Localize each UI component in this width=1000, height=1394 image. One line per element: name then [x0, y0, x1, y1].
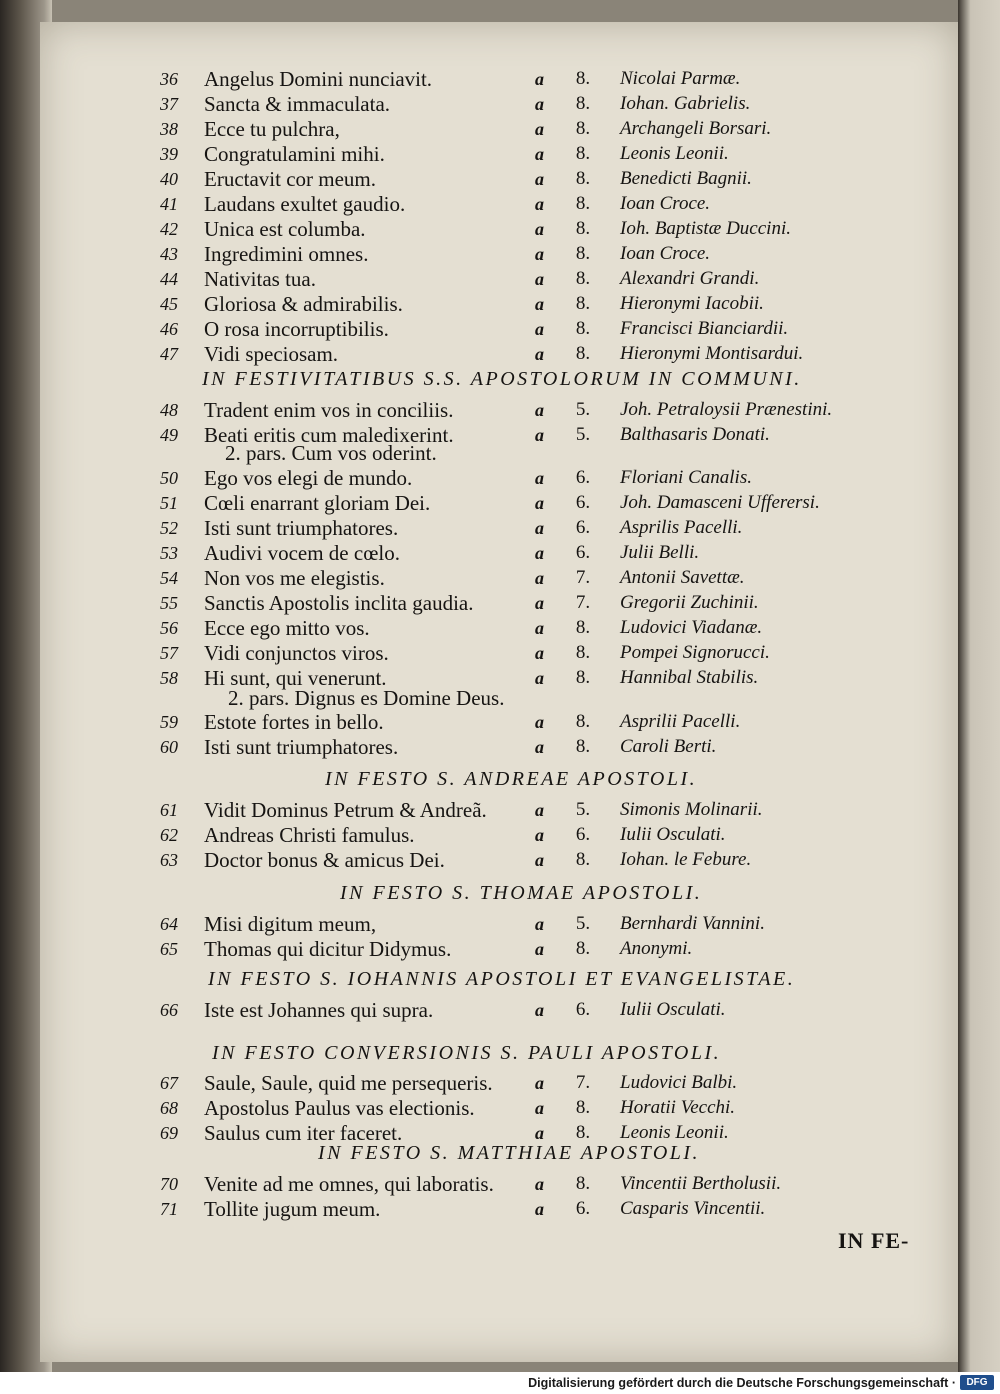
- list-item: [160, 191, 900, 217]
- entry-title: Saulus cum iter faceret.: [204, 1121, 403, 1145]
- entry-title: Unica est columba.: [204, 217, 366, 241]
- entry-voices: a: [535, 668, 544, 688]
- entry-number: 61: [160, 800, 178, 820]
- entry-parts: 8.: [575, 667, 591, 688]
- section-heading-apostolorum: IN FESTIVITATIBUS S.S. APOSTOLORUM IN COMMUNI.: [202, 368, 802, 390]
- entry-parts: 6.: [575, 1198, 591, 1219]
- entry-composer: Joh. Damasceni Ufferersi.: [620, 492, 820, 513]
- entry-parts: 8.: [575, 318, 591, 339]
- facing-page-edge: [958, 0, 1000, 1394]
- entry-composer: Iulii Osculati.: [620, 824, 726, 845]
- entry-title: Congratulamini mihi.: [204, 142, 385, 166]
- entry-title: Beati eritis cum maledixerint.: [204, 423, 454, 447]
- list-item: [160, 166, 900, 192]
- entry-parts: 8.: [575, 736, 591, 757]
- list-item: [160, 822, 900, 848]
- list-item: [160, 590, 900, 616]
- entry-composer: Caroli Berti.: [620, 736, 717, 757]
- entry-number: 69: [160, 1123, 178, 1143]
- entry-parts: 6.: [575, 492, 591, 513]
- entry-parts: 8.: [575, 93, 591, 114]
- entry-number: 66: [160, 1000, 178, 1020]
- entry-composer: Antonii Savettæ.: [620, 567, 745, 588]
- entry-voices: a: [535, 1073, 544, 1093]
- entry-composer: Ludovici Viadanæ.: [620, 617, 763, 638]
- entry-number: 48: [160, 400, 178, 420]
- list-item: [160, 1196, 900, 1222]
- entry-parts: 8.: [575, 1097, 591, 1118]
- entry-parts: 5.: [575, 424, 591, 445]
- entry-title: Hi sunt, qui venerunt.: [204, 666, 387, 690]
- entry-parts: 6.: [575, 999, 591, 1020]
- entry-composer: Archangeli Borsari.: [620, 118, 772, 139]
- list-item: [160, 341, 900, 367]
- list-item: [160, 1070, 900, 1096]
- entry-composer: Asprilis Pacelli.: [620, 517, 743, 538]
- entry-title: Isti sunt triumphatores.: [204, 516, 399, 540]
- entry-parts: 6.: [575, 542, 591, 563]
- entry-title: Non vos me elegistis.: [204, 566, 385, 590]
- entry-parts: 8.: [575, 168, 591, 189]
- list-item: [160, 911, 900, 937]
- entry-composer: Leonis Leonii.: [620, 1122, 729, 1143]
- entry-parts: 8.: [575, 218, 591, 239]
- entry-number: 44: [160, 269, 178, 289]
- entry-voices: a: [535, 825, 544, 845]
- entry-title: Ego vos elegi de mundo.: [204, 466, 413, 490]
- entry-number: 59: [160, 712, 178, 732]
- list-item: [160, 734, 900, 760]
- entry-title: Gloriosa & admirabilis.: [204, 292, 403, 316]
- entry-title: Doctor bonus & amicus Dei.: [204, 848, 445, 872]
- entry-title: O rosa incorruptibilis.: [204, 317, 389, 341]
- entry-parts: 5.: [575, 799, 591, 820]
- entry-voices: a: [535, 493, 544, 513]
- entry-voices: a: [535, 244, 544, 264]
- entry-composer: Anonymi.: [620, 938, 693, 959]
- entry-composer: Ioh. Baptistæ Duccini.: [620, 218, 791, 239]
- entry-title: Thomas qui dicitur Didymus.: [204, 937, 452, 961]
- entry-number: 68: [160, 1098, 178, 1118]
- entry-voices: a: [535, 69, 544, 89]
- footer-bar: [0, 1372, 1000, 1394]
- entry-number: 42: [160, 219, 178, 239]
- entry-number: 57: [160, 643, 178, 663]
- entry-number: 50: [160, 468, 178, 488]
- entry-voices: a: [535, 543, 544, 563]
- entry-title: Sanctis Apostolis inclita gaudia.: [204, 591, 474, 615]
- entry-parts: 8.: [575, 1122, 591, 1143]
- entry-parts: 8.: [575, 642, 591, 663]
- list-item: [160, 465, 900, 491]
- entry-parts: 7.: [575, 1072, 591, 1093]
- entry-number: 67: [160, 1073, 178, 1093]
- list-item: [160, 91, 900, 117]
- entry-number: 60: [160, 737, 178, 757]
- entry-voices: a: [535, 800, 544, 820]
- entry-composer: Iohan. Gabrielis.: [620, 93, 751, 114]
- entry-composer: Simonis Molinarii.: [620, 799, 763, 820]
- entry-title: Estote fortes in bello.: [204, 710, 384, 734]
- entry-title: Iste est Johannes qui supra.: [204, 998, 434, 1022]
- entry-title: Venite ad me omnes, qui laboratis.: [204, 1172, 494, 1196]
- entry-composer: Joh. Petraloysii Prænestini.: [620, 399, 833, 420]
- entry-voices: a: [535, 1174, 544, 1194]
- entry-number: 51: [160, 493, 178, 513]
- entry-title: Ecce tu pulchra,: [204, 117, 340, 141]
- entry-voices: a: [535, 712, 544, 732]
- entry-number: 63: [160, 850, 178, 870]
- list-item: [160, 266, 900, 292]
- entry-voices: a: [535, 219, 544, 239]
- section-heading-thomae: IN FESTO S. THOMAE APOSTOLI.: [340, 882, 703, 904]
- list-item: [160, 141, 900, 167]
- entry-number: 52: [160, 518, 178, 538]
- list-item: [160, 615, 900, 641]
- entry-composer: Hieronymi Montisardui.: [620, 343, 804, 364]
- entry-number: 65: [160, 939, 178, 959]
- entry-composer: Iohan. le Febure.: [620, 849, 752, 870]
- entry-voices: a: [535, 737, 544, 757]
- entry-voices: a: [535, 344, 544, 364]
- entry-parts: 8.: [575, 617, 591, 638]
- list-item: [160, 1171, 900, 1197]
- entry-voices: a: [535, 468, 544, 488]
- entry-composer: Vincentii Bertholusii.: [620, 1173, 782, 1194]
- entry-composer: Ioan Croce.: [620, 243, 711, 264]
- catchword: IN FE-: [838, 1228, 910, 1253]
- entry-voices: a: [535, 1098, 544, 1118]
- entry-composer: Nicolai Parmæ.: [620, 68, 741, 89]
- list-item: [160, 241, 900, 267]
- section-heading-johannis: IN FESTO S. IOHANNIS APOSTOLI ET EVANGELISTAE.: [208, 968, 796, 990]
- entry-voices: a: [535, 518, 544, 538]
- dfg-logo: DFG: [960, 1375, 994, 1390]
- entry-composer: Asprilii Pacelli.: [620, 711, 741, 732]
- entry-title: Cœli enarrant gloriam Dei.: [204, 491, 431, 515]
- entry-voices: a: [535, 294, 544, 314]
- entry-number: 62: [160, 825, 178, 845]
- entry-voices: a: [535, 1000, 544, 1020]
- entry-parts: 8.: [575, 293, 591, 314]
- entry-number: 39: [160, 144, 178, 164]
- entry-number: 71: [160, 1199, 178, 1219]
- entry-title: Nativitas tua.: [204, 267, 316, 291]
- entry-number: 41: [160, 194, 178, 214]
- list-item: [160, 640, 900, 666]
- subpart-49: 2. pars. Cum vos oderint.: [225, 441, 437, 465]
- entry-composer: Ioan Croce.: [620, 193, 711, 214]
- entry-title: Andreas Christi famulus.: [204, 823, 415, 847]
- entry-voices: a: [535, 194, 544, 214]
- entry-composer: Gregorii Zuchinii.: [620, 592, 759, 613]
- entry-number: 49: [160, 425, 178, 445]
- list-item: [160, 216, 900, 242]
- entry-parts: 8.: [575, 711, 591, 732]
- list-item: [160, 565, 900, 591]
- entry-voices: a: [535, 94, 544, 114]
- entry-voices: a: [535, 643, 544, 663]
- entry-composer: Leonis Leonii.: [620, 143, 729, 164]
- entry-number: 64: [160, 914, 178, 934]
- list-item: [160, 540, 900, 566]
- entry-title: Tollite jugum meum.: [204, 1197, 381, 1221]
- entry-title: Ecce ego mitto vos.: [204, 616, 370, 640]
- entry-title: Eructavit cor meum.: [204, 167, 377, 191]
- entry-number: 55: [160, 593, 178, 613]
- list-item: [160, 997, 900, 1023]
- entry-voices: a: [535, 1199, 544, 1219]
- entry-composer: Pompei Signorucci.: [620, 642, 770, 663]
- entry-number: 53: [160, 543, 178, 563]
- list-item: [160, 847, 900, 873]
- entry-title: Ingredimini omnes.: [204, 242, 369, 266]
- list-item: [160, 936, 900, 962]
- entry-voices: a: [535, 119, 544, 139]
- entry-composer: Balthasaris Donati.: [620, 424, 770, 445]
- entry-voices: a: [535, 1123, 544, 1143]
- entry-title: Saule, Saule, quid me persequeris.: [204, 1071, 493, 1095]
- entry-parts: 8.: [575, 343, 591, 364]
- entry-number: 37: [160, 94, 178, 114]
- list-item: [160, 797, 900, 823]
- entry-voices: a: [535, 169, 544, 189]
- entry-parts: 7.: [575, 592, 591, 613]
- entry-voices: a: [535, 400, 544, 420]
- entry-number: 36: [160, 69, 178, 89]
- entry-parts: 8.: [575, 243, 591, 264]
- entry-parts: 8.: [575, 938, 591, 959]
- entry-number: 56: [160, 618, 178, 638]
- entry-number: 38: [160, 119, 178, 139]
- entry-parts: 8.: [575, 68, 591, 89]
- entry-composer: Floriani Canalis.: [620, 467, 752, 488]
- entry-voices: a: [535, 144, 544, 164]
- list-item: [160, 709, 900, 735]
- entry-composer: Iulii Osculati.: [620, 999, 726, 1020]
- entry-number: 40: [160, 169, 178, 189]
- entry-parts: 5.: [575, 913, 591, 934]
- entry-parts: 8.: [575, 849, 591, 870]
- entry-parts: 6.: [575, 467, 591, 488]
- list-item: [160, 316, 900, 342]
- entry-number: 70: [160, 1174, 178, 1194]
- entry-composer: Hieronymi Iacobii.: [620, 293, 764, 314]
- entry-voices: a: [535, 568, 544, 588]
- section-heading-andreae: IN FESTO S. ANDREAE APOSTOLI.: [325, 768, 698, 790]
- entry-parts: 8.: [575, 1173, 591, 1194]
- list-item: [160, 116, 900, 142]
- entry-parts: 8.: [575, 193, 591, 214]
- funding-notice: Digitalisierung gefördert durch die Deutsche Forschungsgemeinschaft ·: [528, 1376, 956, 1390]
- entry-voices: a: [535, 914, 544, 934]
- entry-composer: Horatii Vecchi.: [620, 1097, 736, 1118]
- list-item: [160, 397, 900, 423]
- entry-composer: Julii Belli.: [620, 542, 700, 563]
- list-item: [160, 515, 900, 541]
- entry-composer: Bernhardi Vannini.: [620, 913, 765, 934]
- entry-parts: 8.: [575, 268, 591, 289]
- entry-number: 43: [160, 244, 178, 264]
- entry-number: 46: [160, 319, 178, 339]
- entry-voices: a: [535, 850, 544, 870]
- section-heading-matthiae: IN FESTO S. MATTHIAE APOSTOLI.: [318, 1142, 701, 1164]
- list-item: [160, 1095, 900, 1121]
- entry-number: 54: [160, 568, 178, 588]
- entry-title: Vidi speciosam.: [204, 342, 339, 366]
- entry-title: Vidi conjunctos viros.: [204, 641, 389, 665]
- entry-voices: a: [535, 618, 544, 638]
- entry-number: 47: [160, 344, 178, 364]
- entry-title: Vidit Dominus Petrum & Andreã.: [204, 798, 487, 822]
- list-item: [160, 490, 900, 516]
- entry-title: Isti sunt triumphatores.: [204, 735, 399, 759]
- entry-parts: 5.: [575, 399, 591, 420]
- entry-composer: Casparis Vincentii.: [620, 1198, 766, 1219]
- entry-composer: Hannibal Stabilis.: [620, 667, 759, 688]
- entry-title: Audivi vocem de cœlo.: [204, 541, 400, 565]
- entry-title: Misi digitum meum,: [204, 912, 377, 936]
- entry-parts: 8.: [575, 143, 591, 164]
- entry-parts: 6.: [575, 824, 591, 845]
- section-heading-pauli: IN FESTO CONVERSIONIS S. PAULI APOSTOLI.: [212, 1042, 722, 1064]
- entry-voices: a: [535, 593, 544, 613]
- entry-voices: a: [535, 425, 544, 445]
- list-item: [160, 66, 900, 92]
- entry-title: Apostolus Paulus vas electionis.: [204, 1096, 475, 1120]
- entry-composer: Francisci Bianciardii.: [620, 318, 789, 339]
- entry-parts: 8.: [575, 118, 591, 139]
- entry-parts: 7.: [575, 567, 591, 588]
- entry-voices: a: [535, 319, 544, 339]
- entry-voices: a: [535, 269, 544, 289]
- entry-number: 58: [160, 668, 178, 688]
- entry-title: Tradent enim vos in conciliis.: [204, 398, 454, 422]
- list-item: [160, 291, 900, 317]
- entry-title: Angelus Domini nunciavit.: [204, 67, 433, 91]
- subpart-58: 2. pars. Dignus es Domine Deus.: [228, 686, 505, 710]
- entry-parts: 6.: [575, 517, 591, 538]
- entry-composer: Benedicti Bagnii.: [620, 168, 752, 189]
- entry-composer: Ludovici Balbi.: [620, 1072, 738, 1093]
- entry-number: 45: [160, 294, 178, 314]
- entry-title: Laudans exultet gaudio.: [204, 192, 406, 216]
- entry-composer: Alexandri Grandi.: [620, 268, 760, 289]
- entry-voices: a: [535, 939, 544, 959]
- entry-title: Sancta & immaculata.: [204, 92, 391, 116]
